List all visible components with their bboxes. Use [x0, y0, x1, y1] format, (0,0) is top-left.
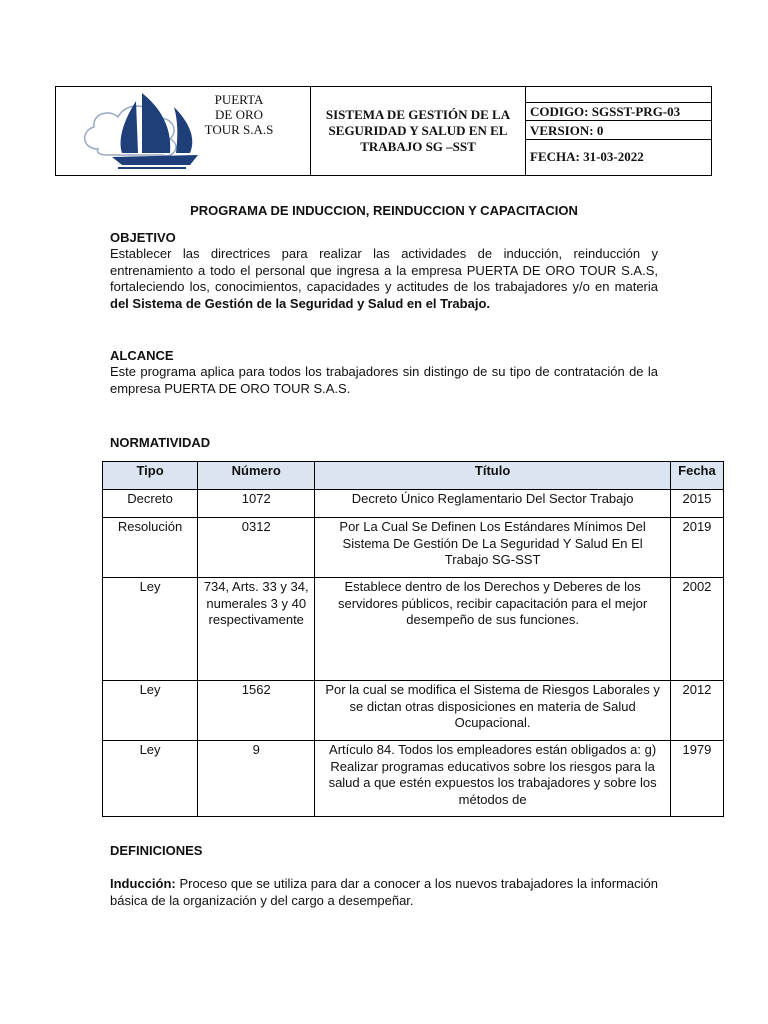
table-row — [103, 578, 724, 681]
column-header-numero: Número — [198, 462, 315, 490]
cell-numero: 0312 — [198, 518, 315, 578]
cell-numero: 734, Arts. 33 y 34, numerales 3 y 40 respectivamente — [198, 578, 315, 681]
cell-titulo: Establece dentro de los Derechos y Deberes de los servidores públicos, recibir capacitación para el mejor desempeño de sus funciones. — [315, 578, 671, 681]
cell-tipo: Ley — [103, 741, 198, 817]
objetivo-heading: OBJETIVO — [110, 230, 176, 245]
cell-numero: 9 — [198, 741, 315, 817]
cell-tipo: Decreto — [103, 490, 198, 518]
cell-fecha: 2019 — [670, 518, 723, 578]
system-title: SISTEMA DE GESTIÓN DE LA SEGURIDAD Y SALUD EN EL TRABAJO SG –SST — [325, 107, 511, 154]
alcance-paragraph: Este programa aplica para todos los trabajadores sin distingo de su tipo de contratación de la empresa PUERTA DE ORO TOUR S.A.S. — [110, 364, 658, 396]
objetivo-bold-text: del Sistema de Gestión de la Seguridad y Salud en el Trabajo. — [110, 295, 491, 311]
objetivo-paragraph — [110, 246, 658, 312]
fecha-field: FECHA: 31-03-2022 — [530, 149, 644, 164]
cell-numero: 1562 — [198, 681, 315, 741]
version-field: VERSION: 0 — [526, 120, 711, 140]
definicion-term: Inducción: — [110, 876, 176, 891]
logo-text — [204, 92, 274, 137]
column-header-titulo: Título — [315, 462, 671, 490]
normatividad-table — [102, 461, 724, 817]
table-row — [103, 681, 724, 741]
logo-cell — [56, 87, 311, 175]
table-row — [103, 490, 724, 518]
definiciones-heading: DEFINICIONES — [110, 843, 203, 858]
cell-titulo: Por la cual se modifica el Sistema de Riesgos Laborales y se dictan otras disposiciones en materia de Salud Ocupacional. — [315, 681, 671, 741]
table-header-row — [103, 462, 724, 490]
normatividad-heading: NORMATIVIDAD — [110, 435, 211, 450]
system-title-cell — [311, 87, 526, 175]
table-row — [103, 741, 724, 817]
logo-line-3: TOUR S.A.S — [204, 122, 274, 137]
alcance-heading: ALCANCE — [110, 348, 174, 363]
objetivo-text: Establecer las directrices para realizar las actividades de inducción, reinducción y entrenamiento a todo el personal que ingresa a la empresa PUERTA DE ORO TOUR S.A.S, fortaleciendo los, conocimientos, capacidades y actitudes de los trabajadores y/o en materia — [110, 246, 658, 294]
cell-titulo: Artículo 84. Todos los empleadores están obligados a: g) Realizar programas educativos sobre los riesgos para la salud a que estén expuestos los trabajadores y sobre los métodos de — [315, 741, 671, 817]
column-header-fecha: Fecha — [670, 462, 723, 490]
cell-fecha: 2002 — [670, 578, 723, 681]
cell-fecha: 2015 — [670, 490, 723, 518]
logo-line-2: DE ORO — [214, 107, 264, 122]
codigo-field: CODIGO: SGSST-PRG-03 — [526, 102, 711, 120]
meta-cell — [526, 87, 711, 175]
table-row — [103, 518, 724, 578]
document-title: PROGRAMA DE INDUCCION, REINDUCCION Y CAPACITACION — [190, 203, 578, 218]
document-header — [55, 86, 712, 176]
cell-titulo: Decreto Único Reglamentario Del Sector Trabajo — [315, 490, 671, 518]
cell-tipo: Ley — [103, 681, 198, 741]
cell-tipo: Resolución — [103, 518, 198, 578]
cell-fecha: 2012 — [670, 681, 723, 741]
cell-fecha: 1979 — [670, 741, 723, 817]
definicion-text: Proceso que se utiliza para dar a conocer a los nuevos trabajadores la información básica de la organización y del cargo a desempeñar. — [110, 876, 658, 908]
definiciones-paragraph — [110, 876, 658, 909]
cell-tipo: Ley — [103, 578, 198, 681]
cell-titulo: Por La Cual Se Definen Los Estándares Mínimos Del Sistema De Gestión De La Seguridad Y Salud En El Trabajo SG-SST — [315, 518, 671, 578]
column-header-tipo: Tipo — [103, 462, 198, 490]
logo-line-1: PUERTA — [214, 92, 264, 107]
cell-numero: 1072 — [198, 490, 315, 518]
